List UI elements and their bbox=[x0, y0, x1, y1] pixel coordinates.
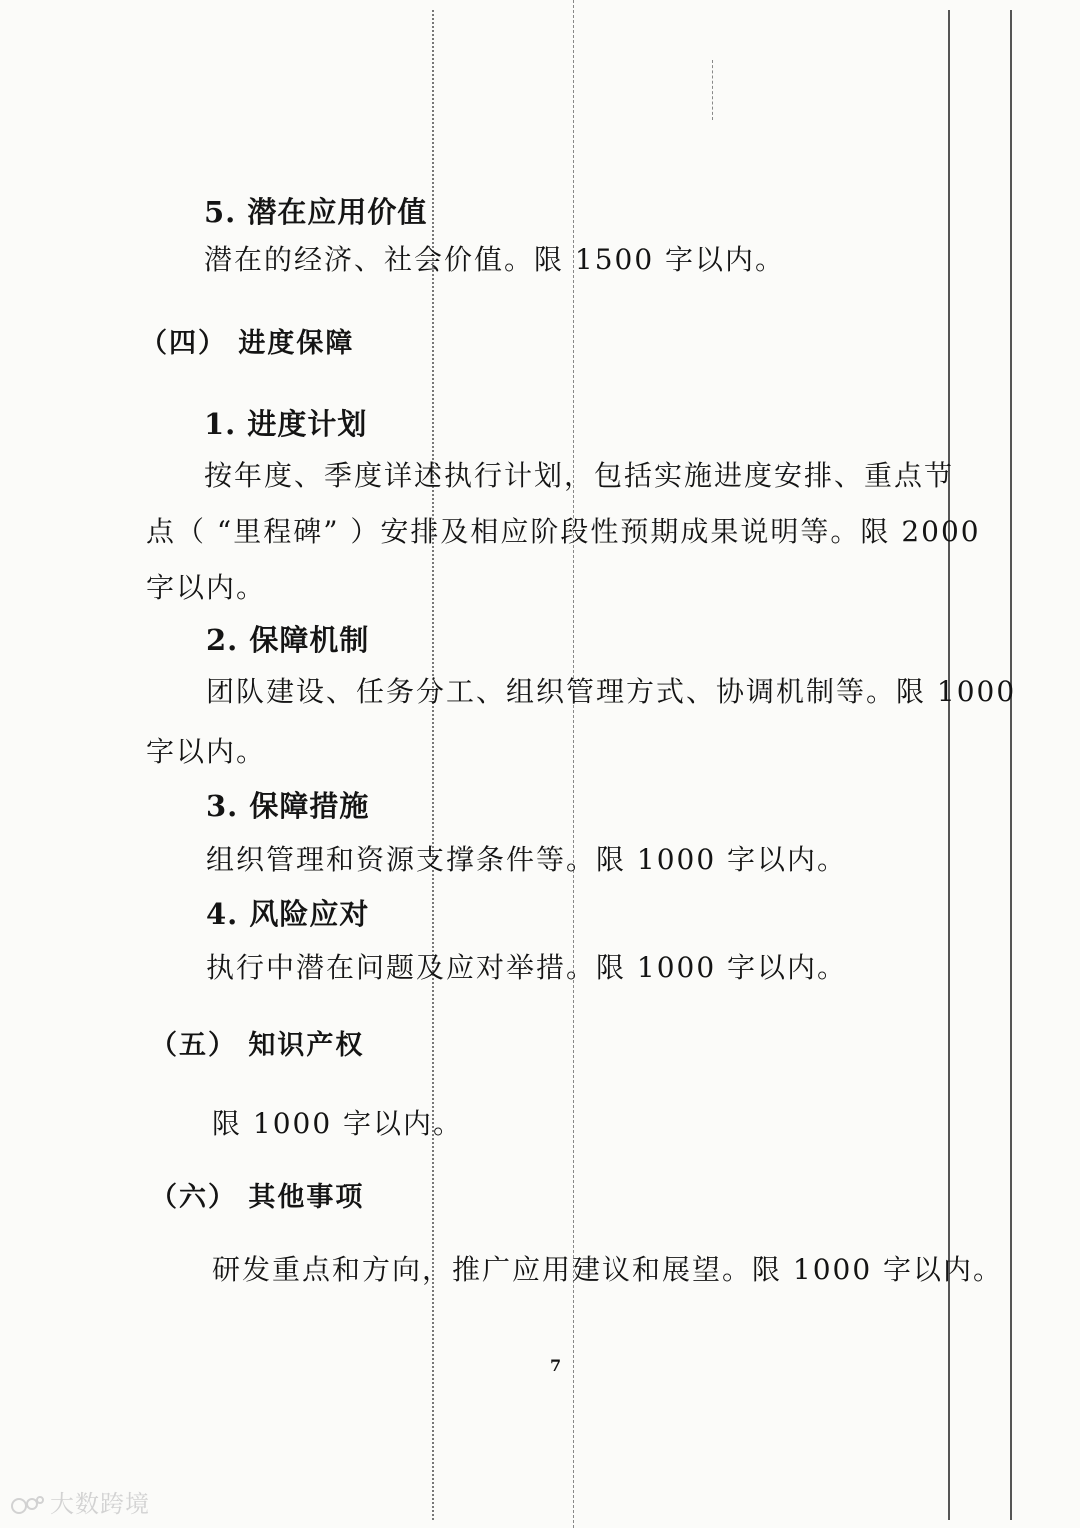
paragraph-guarantee-mechanism-line2: 字以内。 bbox=[146, 735, 267, 768]
scan-line bbox=[573, 0, 574, 1528]
paragraph-guarantee-measures: 组织管理和资源支撑条件等。限 1000 字以内。 bbox=[206, 843, 848, 876]
section-title-schedule: （四） 进度保障 bbox=[140, 328, 355, 359]
page-number: 7 bbox=[550, 1356, 562, 1375]
paragraph-potential-value: 潜在的经济、社会价值。限 1500 字以内。 bbox=[204, 243, 786, 276]
heading-guarantee-measures: 3. 保障措施 bbox=[206, 789, 370, 823]
paragraph-schedule-plan-line3: 字以内。 bbox=[146, 571, 267, 604]
paragraph-other-matters: 研发重点和方向，推广应用建议和展望。限 1000 字以内。 bbox=[212, 1253, 1004, 1286]
heading-potential-value: 5. 潜在应用价值 bbox=[204, 195, 428, 229]
scan-line bbox=[712, 60, 713, 120]
scan-line bbox=[948, 10, 950, 1520]
watermark-text: 大数跨境 bbox=[50, 1490, 150, 1518]
paragraph-risk-response: 执行中潜在问题及应对举措。限 1000 字以内。 bbox=[206, 951, 848, 984]
paragraph-schedule-plan-line1: 按年度、季度详述执行计划，包括实施进度安排、重点节 bbox=[204, 459, 955, 492]
paragraph-intellectual-property: 限 1000 字以内。 bbox=[212, 1107, 464, 1140]
scan-line bbox=[1010, 10, 1012, 1520]
paragraph-schedule-plan-line2: 点（ “里程碑” ）安排及相应阶段性预期成果说明等。限 2000 bbox=[146, 515, 981, 548]
heading-schedule-plan: 1. 进度计划 bbox=[204, 407, 368, 441]
watermark-logo-icon bbox=[10, 1494, 44, 1518]
paragraph-guarantee-mechanism-line1: 团队建设、任务分工、组织管理方式、协调机制等。限 1000 bbox=[206, 675, 1017, 708]
section-title-other-matters: （六） 其他事项 bbox=[150, 1182, 365, 1213]
scan-line bbox=[432, 10, 434, 1520]
heading-risk-response: 4. 风险应对 bbox=[206, 897, 370, 931]
section-title-intellectual-property: （五） 知识产权 bbox=[150, 1030, 365, 1061]
heading-guarantee-mechanism: 2. 保障机制 bbox=[206, 623, 370, 657]
